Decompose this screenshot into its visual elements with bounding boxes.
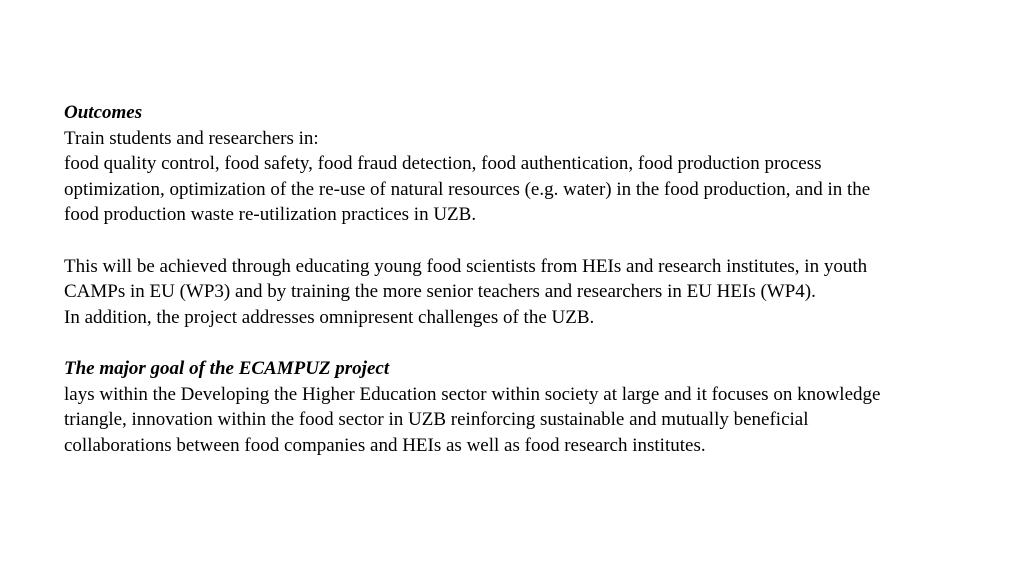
outcomes-intro: Train students and researchers in: [64,127,319,149]
outcomes-line-3: food production waste re-utilization practices in UZB. [64,204,477,226]
goal-line-2: triangle, innovation within the food sector in UZB reinforcing sustainable and mutually beneficial [64,409,809,431]
goal-line-1: lays within the Developing the Higher Education sector within society at large and it focuses on knowledge [64,383,881,405]
outcomes-section [64,100,994,228]
paragraph-gap [64,228,994,254]
goal-line-3: collaborations between food companies and HEIs as well as food research institutes. [64,434,706,456]
slide-content [64,100,994,458]
outcomes-heading: Outcomes [64,102,143,123]
outcomes-line-2: optimization, optimization of the re-use of natural resources (e.g. water) in the food production, and in the [64,178,871,200]
goal-heading: The major goal of the ECAMPUZ project [64,357,390,379]
achievement-line-2: CAMPs in EU (WP3) and by training the more senior teachers and researchers in EU HEIs (WP4). [64,281,816,303]
goal-section [64,356,994,458]
paragraph-gap [64,330,994,356]
achievement-section [64,254,994,331]
achievement-line-1: This will be achieved through educating young food scientists from HEIs and research institutes, in youth [64,255,868,277]
outcomes-line-1: food quality control, food safety, food fraud detection, food authentication, food production process [64,153,822,175]
achievement-line-3: In addition, the project addresses omnipresent challenges of the UZB. [64,306,595,328]
